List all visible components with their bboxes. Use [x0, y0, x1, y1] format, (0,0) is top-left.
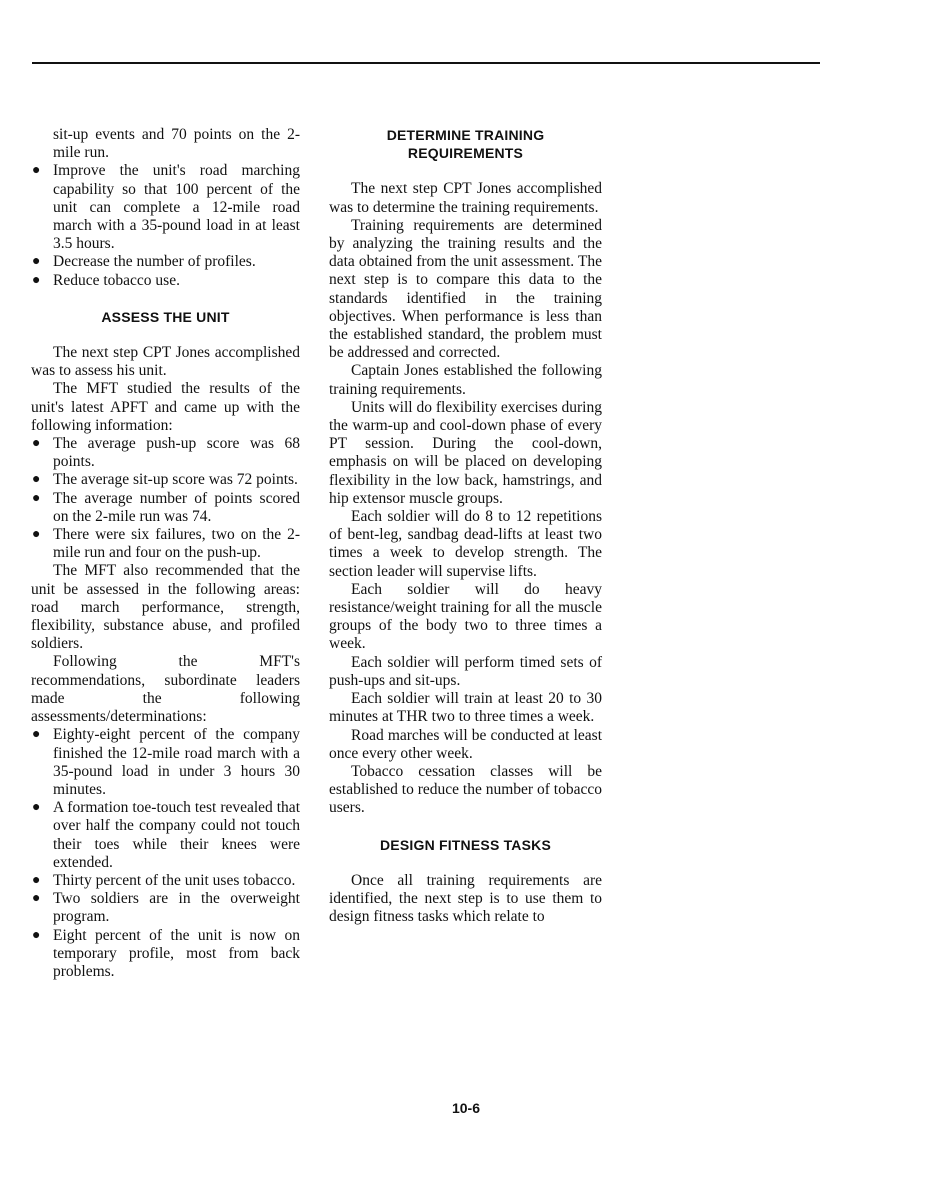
- top-rule: [32, 62, 820, 64]
- paragraph: Tobacco cessation classes will be established to reduce the number of tobacco users.: [329, 762, 602, 817]
- paragraph: Units will do flexibility exercises during the warm-up and cool-down phase of every PT session. During the cool-down, emphasis on will be placed on developing flexibility in the low back, hamstrings, and hip extensor muscle groups.: [329, 398, 602, 507]
- paragraph: Each soldier will perform timed sets of push-ups and sit-ups.: [329, 653, 602, 689]
- right-column: [329, 126, 602, 926]
- determine-heading-line1: DETERMINE TRAINING: [386, 127, 545, 143]
- paragraph: Following the MFT's recommendations, subordinate leaders made the following assessments/determinations:: [31, 653, 300, 726]
- paragraph: The MFT also recommended that the unit be assessed in the following areas: road march performance, strength, flexibility, substance abuse, and profiled soldiers.: [31, 562, 300, 653]
- continued-text: sit-up events and 70 points on the 2-mile run.: [53, 126, 300, 162]
- paragraph: The next step CPT Jones accomplished was to determine the training requirements.: [329, 180, 602, 216]
- list-item: ● There were six failures, two on the 2-mile run and four on the push-up.: [31, 526, 300, 562]
- paragraph: Each soldier will do 8 to 12 repetitions of bent-leg, sandbag dead-lifts at least two times a week to develop strength. The section leader will supervise lifts.: [329, 508, 602, 580]
- page-number: 10-6: [451, 1100, 481, 1116]
- list-item: ● The average number of points scored on the 2-mile run was 74.: [31, 490, 300, 526]
- determinations-list: [31, 726, 300, 981]
- list-item: ● The average push-up score was 68 points.: [31, 435, 300, 471]
- goals-list: [31, 162, 300, 289]
- design-heading: DESIGN FITNESS TASKS: [380, 836, 551, 853]
- list-item: ● Reduce tobacco use.: [31, 272, 300, 290]
- paragraph: Each soldier will do heavy resistance/weight training for all the muscle groups of the body two to three times a week.: [329, 580, 602, 653]
- list-item: ● Eight percent of the unit is now on temporary profile, most from back problems.: [31, 927, 300, 982]
- left-column: [31, 126, 300, 981]
- list-item: ● A formation toe-touch test revealed that over half the company could not touch their toes while their knees were extended.: [31, 799, 300, 872]
- list-item: ● The average sit-up score was 72 points.: [31, 471, 300, 489]
- list-item: ● Thirty percent of the unit uses tobacco.: [31, 872, 300, 890]
- list-item: ● Eighty-eight percent of the company finished the 12-mile road march with a 35-pound load in under 3 hours 30 minutes.: [31, 726, 300, 799]
- assess-heading: ASSESS THE UNIT: [101, 308, 230, 325]
- list-item: ● Two soldiers are in the overweight program.: [31, 890, 300, 926]
- paragraph: The next step CPT Jones accomplished was to assess his unit.: [31, 344, 300, 380]
- determine-heading-line2: REQUIREMENTS: [407, 145, 524, 162]
- paragraph: Road marches will be conducted at least once every other week.: [329, 726, 602, 762]
- paragraph: Once all training requirements are identified, the next step is to use them to design fitness tasks which relate to: [329, 871, 602, 926]
- paragraph: Each soldier will train at least 20 to 30 minutes at THR two to three times a week.: [329, 690, 602, 726]
- list-item: ● Decrease the number of profiles.: [31, 253, 300, 271]
- paragraph: Training requirements are determined by analyzing the training results and the data obtained from the unit assessment. The next step is to compare this data to the standards identified in the training objectives. When performance is less than the established standard, the problem must be addressed and corrected.: [329, 216, 602, 362]
- apft-results-list: [31, 435, 300, 562]
- paragraph: Captain Jones established the following training requirements.: [329, 362, 602, 398]
- paragraph: The MFT studied the results of the unit's latest APFT and came up with the following information:: [31, 380, 300, 434]
- list-item: ● Improve the unit's road marching capability so that 100 percent of the unit can complete a 12-mile road march with a 35-pound load in at least 3.5 hours.: [31, 162, 300, 253]
